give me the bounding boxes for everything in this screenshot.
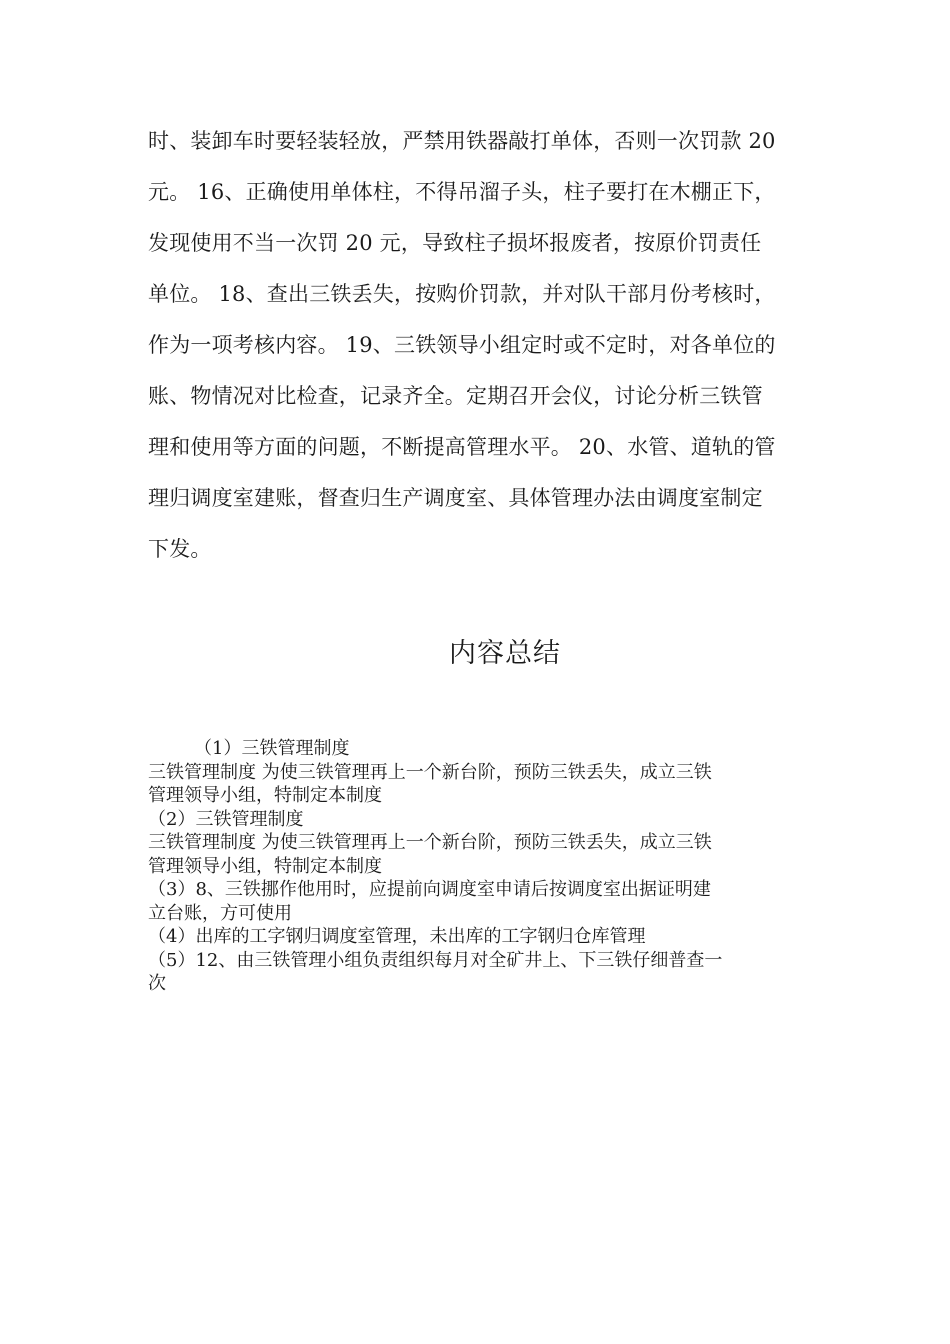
body-line: 下发。 <box>148 537 212 561</box>
body-line: 时、装卸车时要轻装轻放，严禁用铁器敲打单体，否则一次罚款 20 <box>148 129 776 153</box>
summary-item-text: 管理领导小组，特制定本制度 <box>148 785 382 806</box>
body-paragraph <box>148 116 808 575</box>
summary-item-text: （4）出库的工字钢归调度室管理，未出库的工字钢归仓库管理 <box>148 926 646 947</box>
summary-item-text: （5）12、由三铁管理小组负责组织每月对全矿井上、下三铁仔细普查一 <box>148 949 723 971</box>
body-line: 发现使用不当一次罚 20 元，导致柱子损坏报废者，按原价罚责任 <box>148 231 762 255</box>
summary-item-heading: （2）三铁管理制度 <box>148 808 304 830</box>
summary-item-text: 次 <box>148 973 166 994</box>
summary-item-heading: （1）三铁管理制度 <box>194 738 350 759</box>
body-line: 账、物情况对比检查，记录齐全。定期召开会仪，讨论分析三铁管 <box>148 384 763 408</box>
body-line: 理和使用等方面的问题，不断提高管理水平。 20、水管、道轨的管 <box>148 435 776 459</box>
body-line: 理归调度室建账，督查归生产调度室、具体管理办法由调度室制定 <box>148 486 763 510</box>
summary-item-text: 管理领导小组，特制定本制度 <box>148 855 382 877</box>
summary-item-text: 三铁管理制度 为使三铁管理再上一个新台阶，预防三铁丢失，成立三铁 <box>148 832 712 853</box>
summary-item-text: （3）8、三铁挪作他用时，应提前向调度室申请后按调度室出据证明建 <box>148 879 711 900</box>
summary-item-text: 三铁管理制度 为使三铁管理再上一个新台阶，预防三铁丢失，成立三铁 <box>148 761 712 783</box>
body-line: 单位。 18、查出三铁丢失，按购价罚款，并对队干部月份考核时， <box>148 282 776 306</box>
summary-item-text: 立台账，方可使用 <box>148 902 292 924</box>
summary-heading: 内容总结 <box>449 638 561 669</box>
body-line: 作为一项考核内容。 19、三铁领导小组定时或不定时，对各单位的 <box>148 333 776 357</box>
summary-list <box>148 737 808 996</box>
body-line: 元。 16、正确使用单体柱，不得吊溜子头，柱子要打在木棚正下， <box>148 180 776 204</box>
